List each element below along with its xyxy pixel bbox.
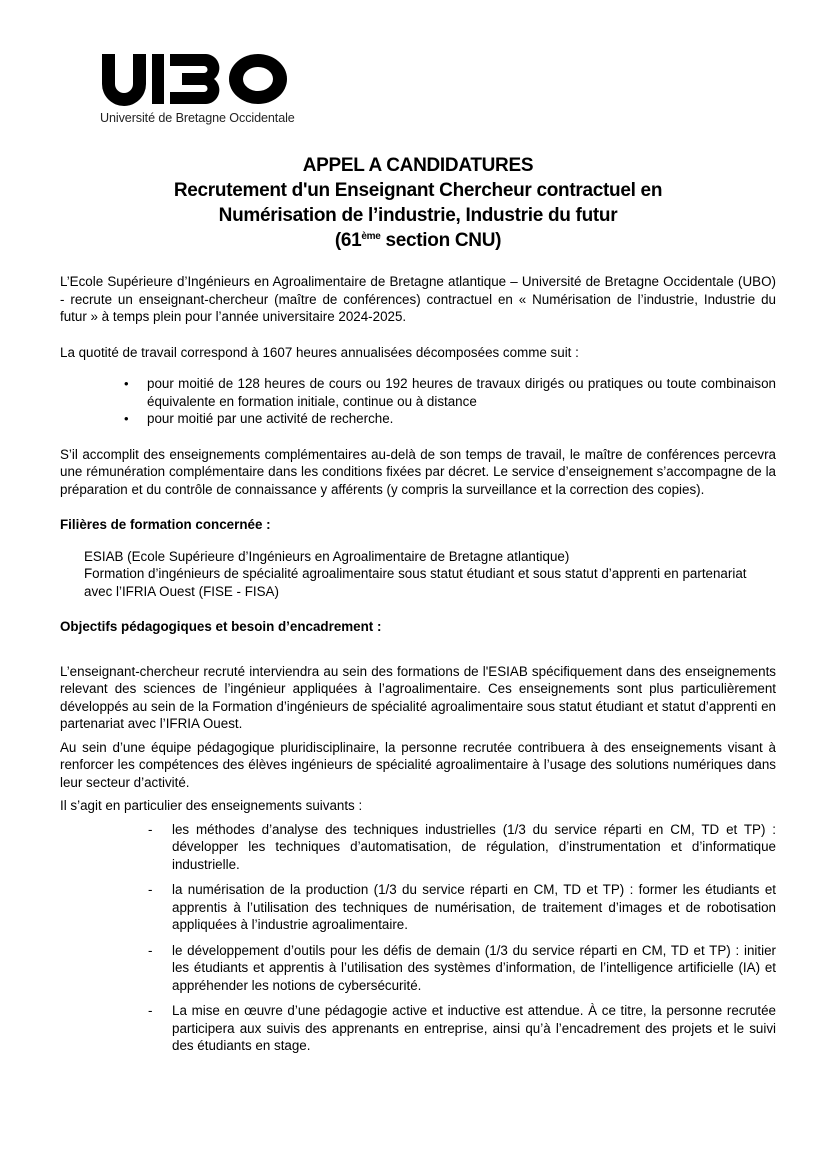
title-line-4-suffix: section CNU)	[380, 230, 502, 251]
enseignements-list	[60, 821, 776, 1055]
title-line-3: Numérisation de l’industrie, Industrie du futur	[218, 205, 618, 226]
ubo-logo	[100, 52, 295, 128]
list-item: - la numérisation de la production (1/3 du service réparti en CM, TD et TP) : former les étudiants et apprentis à l’utilisation des techniques de numérisation, de traitement d’images et de robotisation appliquées à l’industrie agroalimentaire.	[172, 881, 776, 934]
title-line-2: Recrutement d'un Enseignant Chercheur contractuel en	[173, 180, 663, 201]
workload-list	[60, 375, 776, 428]
title-line-4	[60, 228, 776, 253]
filiere-line: Formation d’ingénieurs de spécialité agroalimentaire sous statut étudiant et sous statut d’apprenti en partenariat avec l’IFRIA Ouest (FISE - FISA)	[84, 566, 747, 599]
objectifs-paragraph-3: Il s’agit en particulier des enseignements suivants :	[60, 798, 363, 813]
title-line-1: APPEL A CANDIDATURES	[302, 155, 534, 176]
list-item: • pour moitié par une activité de recherche.	[147, 410, 776, 428]
university-name: Université de Bretagne Occidentale	[100, 111, 295, 125]
document-title	[60, 153, 776, 253]
list-item: - La mise en œuvre d’une pédagogie active et inductive est attendue. À ce titre, la personne recrutée participera aux suivis des apprenants en entreprise, ainsi qu’à l’encadrement des projets et le suivi des étudiants en stage.	[172, 1002, 776, 1055]
intro-paragraph: L’Ecole Supérieure d’Ingénieurs en Agroalimentaire de Bretagne atlantique – Université de Bretagne Occidentale (UBO) - recrute un enseignant-chercheur (maître de conférences) contractuel en « Numérisation de l’industrie, Industrie du futur » à temps plein pour l’année universitaire 2024-2025.	[60, 274, 776, 324]
filiere-line: ESIAB (Ecole Supérieure d’Ingénieurs en Agroalimentaire de Bretagne atlantique)	[84, 548, 570, 564]
list-item: - le développement d’outils pour les défis de demain (1/3 du service réparti en CM, TD et TP) : initier les étudiants et apprentis à l’utilisation des systèmes d’information, de l’intelligence artificielle (IA) et appréhender les notions de cybersécurité.	[172, 942, 776, 995]
list-item: • pour moitié de 128 heures de cours ou 192 heures de travaux dirigés ou pratiques ou toute combinaison équivalente en formation initiale, continue ou à distance	[147, 375, 776, 410]
quotite-paragraph: La quotité de travail correspond à 1607 heures annualisées décomposées comme suit :	[60, 344, 579, 360]
filieres-block	[60, 548, 776, 601]
objectifs-heading: Objectifs pédagogiques et besoin d’encadrement :	[60, 619, 382, 634]
title-superscript: ème	[361, 231, 381, 242]
list-item: - les méthodes d’analyse des techniques industrielles (1/3 du service réparti en CM, TD et TP) : développer les techniques d’automatisation, de régulation, d’instrumentation et d’informatique industrielle.	[172, 821, 776, 874]
ubo-wordmark-logo	[100, 52, 290, 106]
objectifs-paragraph-2: Au sein d’une équipe pédagogique pluridisciplinaire, la personne recrutée contribuera à des enseignements visant à renforcer les compétences des élèves ingénieurs de spécialité agroalimentaire à l’usage des solutions numériques dans leur secteur d’activité.	[60, 739, 776, 790]
complement-paragraph: S’il accomplit des enseignements complémentaires au-delà de son temps de travail, le maître de conférences percevra une rémunération complémentaire dans les conditions fixées par décret. Le service d’enseignement s’accompagne de la préparation et du contrôle de connaissance y afférents (y compris la surveillance et la correction des copies).	[60, 446, 776, 497]
objectifs-paragraph-1: L’enseignant-chercheur recruté interviendra au sein des formations de l'ESIAB spécifiquement dans des enseignements relevant des sciences de l’ingénieur appliquées à l’agroalimentaire. Ces enseignements sont plus particulièrement développés au sein de la Formation d’ingénieurs de spécialité agroalimentaire sous statut étudiant et statut d’apprenti en partenariat avec l’IFRIA Ouest.	[60, 663, 776, 731]
filieres-heading: Filières de formation concernée :	[60, 517, 271, 532]
title-line-4-prefix: (61	[334, 230, 362, 251]
document-body	[60, 273, 776, 1063]
